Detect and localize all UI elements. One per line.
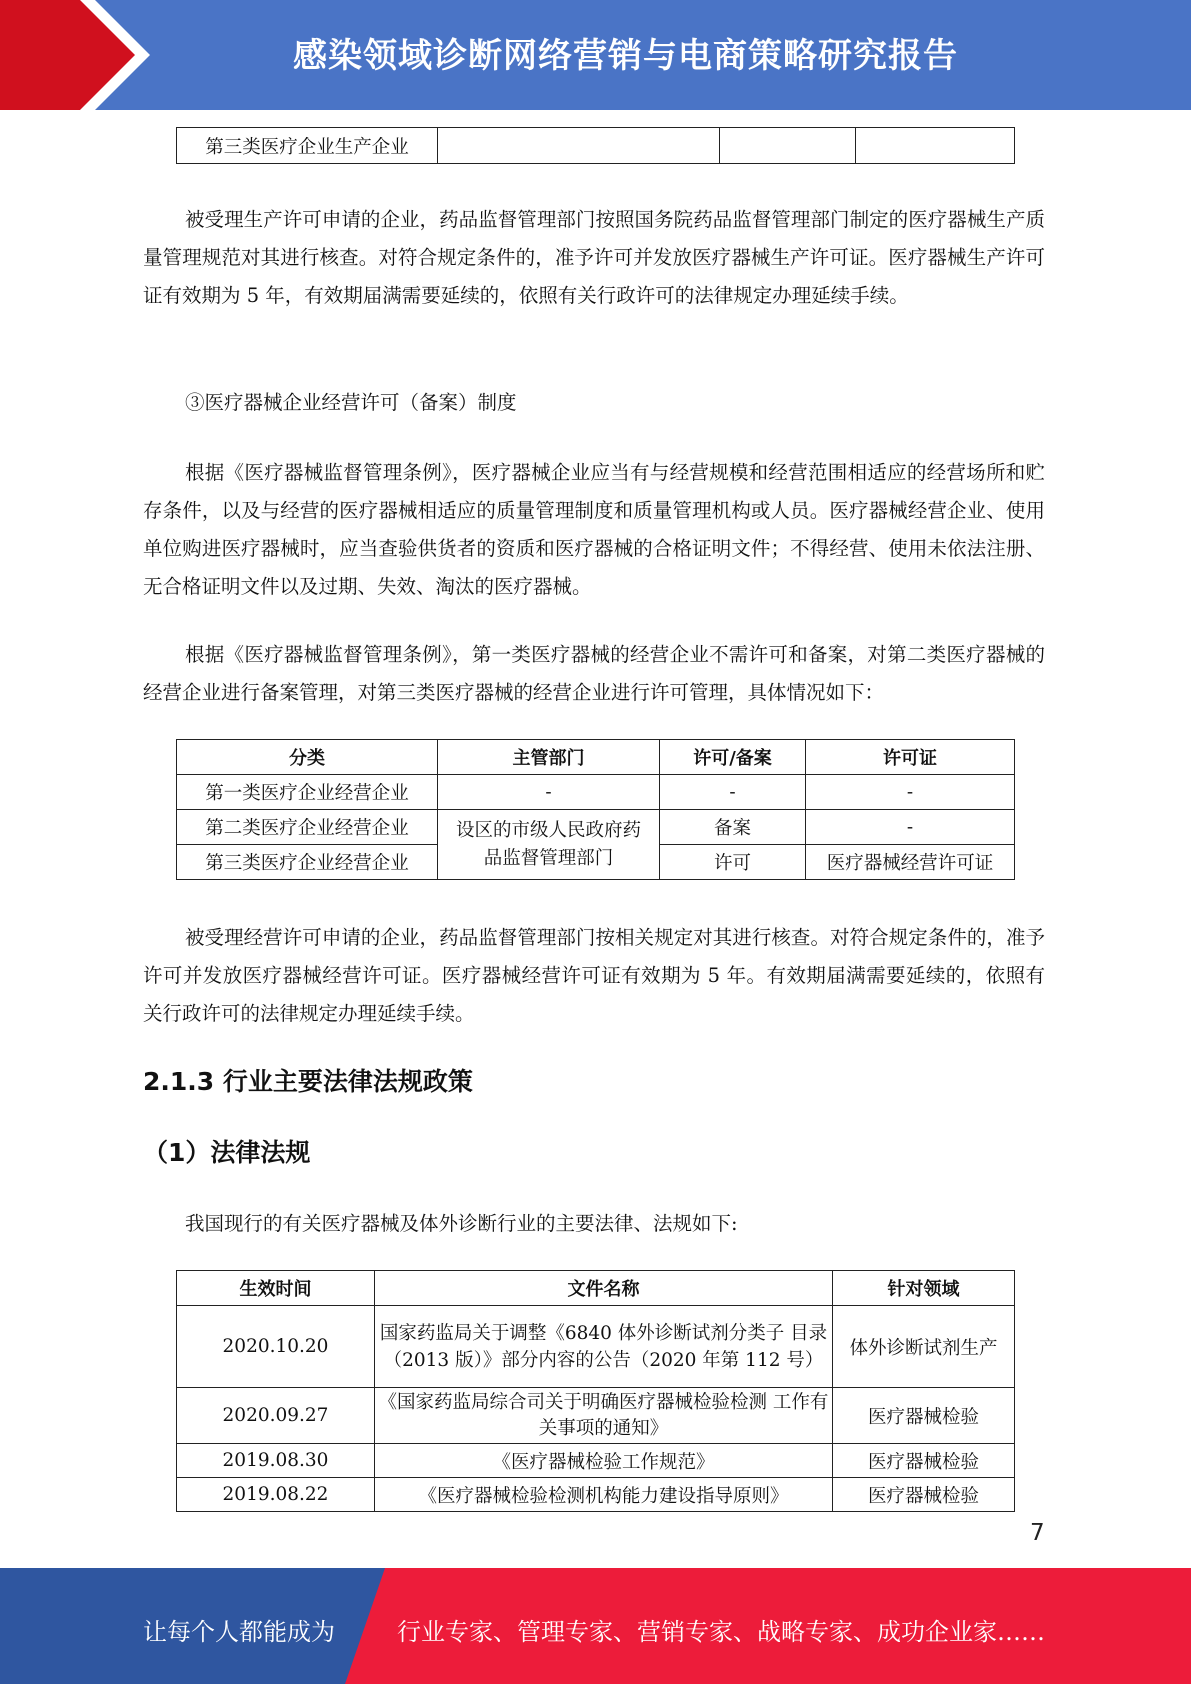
column-header: 针对领域	[833, 1271, 1015, 1306]
paragraph-laws-intro: 我国现行的有关医疗器械及体外诊断行业的主要法律、法规如下:	[185, 1212, 738, 1235]
table-cell: 医疗器械检验	[833, 1388, 1015, 1444]
table-row	[177, 775, 1015, 810]
table-cell: 备案	[660, 810, 806, 845]
table-cell: 医疗器械经营许可证	[806, 845, 1015, 880]
paragraph-production-review: 被受理生产许可申请的企业，药品监督管理部门按照国务院药品监督管理部门制定的医疗器械生产质量管理规范对其进行核查。对符合规定条件的，准予许可并发放医疗器械生产许可证。医疗器械生产许可证有效期为 5 年，有效期届满需要延续的，依照有关行政许可的法律规定办理延续手续。	[143, 208, 1045, 307]
table-cell: -	[660, 775, 806, 810]
table-cell: 医疗器械检验	[833, 1444, 1015, 1478]
subsection-heading: （1）法律法规	[143, 1138, 311, 1167]
table-cell: -	[806, 810, 1015, 845]
table-cell: 《医疗器械检验检测机构能力建设指导原则》	[375, 1478, 833, 1512]
operation-license-table	[176, 739, 1015, 880]
production-table-tail	[176, 127, 1015, 164]
table-cell	[856, 128, 1015, 164]
header-arrow-icon	[0, 0, 160, 110]
table-header-row	[177, 1271, 1015, 1306]
column-header: 文件名称	[375, 1271, 833, 1306]
table-row	[177, 1388, 1015, 1444]
table-cell: 第三类医疗企业经营企业	[177, 845, 438, 880]
table-cell: 2019.08.22	[177, 1478, 375, 1512]
report-title: 感染领域诊断网络营销与电商策略研究报告	[293, 36, 958, 76]
paragraph-operation-requirements: 根据《医疗器械监督管理条例》，医疗器械企业应当有与经营规模和经营范围相适应的经营场所和贮存条件，以及与经营的医疗器械相适应的质量管理制度和质量管理机构或人员。医疗器械经营企业、使用单位购进医疗器械时，应当查验供货者的资质和医疗器械的合格证明文件；不得经营、使用未依法注册、无合格证明文件以及过期、失效、淘汰的医疗器械。	[143, 461, 1045, 598]
table-cell: 第三类医疗企业生产企业	[177, 128, 438, 164]
table-row	[177, 1306, 1015, 1388]
page-number: 7	[1030, 1520, 1045, 1546]
table-row	[177, 1444, 1015, 1478]
table-cell: 第二类医疗企业经营企业	[177, 810, 438, 845]
table-row	[177, 810, 1015, 845]
table-cell-merged: 设区的市级人民政府药品监督管理部门	[438, 810, 660, 880]
table-cell: 《国家药监局综合司关于明确医疗器械检验检测 工作有关事项的通知》	[375, 1388, 833, 1444]
table-cell: 国家药监局关于调整《6840 体外诊断试剂分类子 目录（2013 版）》部分内容的公告（2020 年第 112 号）	[375, 1306, 833, 1388]
table-cell: 《医疗器械检验工作规范》	[375, 1444, 833, 1478]
table-cell	[720, 128, 856, 164]
table-cell: -	[438, 775, 660, 810]
table-header-row	[177, 740, 1015, 775]
footer-slogan-right: 行业专家、管理专家、营销专家、战略专家、成功企业家……	[397, 1618, 1045, 1646]
column-header: 分类	[177, 740, 438, 775]
column-header: 许可/备案	[660, 740, 806, 775]
paragraph-operation-classes: 根据《医疗器械监督管理条例》，第一类医疗器械的经营企业不需许可和备案，对第二类医疗器械的经营企业进行备案管理，对第三类医疗器械的经营企业进行许可管理，具体情况如下：	[143, 643, 1045, 704]
table-row	[177, 128, 1015, 164]
section-heading: 2.1.3 行业主要法律法规政策	[143, 1067, 473, 1096]
column-header: 生效时间	[177, 1271, 375, 1306]
table-cell	[438, 128, 720, 164]
paragraph-subheading-operation-license: ③医疗器械企业经营许可（备案）制度	[185, 391, 517, 414]
table-row	[177, 1478, 1015, 1512]
table-cell: -	[806, 775, 1015, 810]
table-cell: 2019.08.30	[177, 1444, 375, 1478]
page-footer	[0, 1568, 1191, 1684]
table-cell: 许可	[660, 845, 806, 880]
table-cell: 2020.10.20	[177, 1306, 375, 1388]
table-cell: 体外诊断试剂生产	[833, 1306, 1015, 1388]
table-cell: 2020.09.27	[177, 1388, 375, 1444]
footer-slogan-left: 让每个人都能成为	[143, 1618, 335, 1646]
table-cell: 医疗器械检验	[833, 1478, 1015, 1512]
paragraph-operation-review: 被受理经营许可申请的企业，药品监督管理部门按相关规定对其进行核查。对符合规定条件的，准予许可并发放医疗器械经营许可证。医疗器械经营许可证有效期为 5 年。有效期届满需要延续的，依照有关行政许可的法律规定办理延续手续。	[143, 926, 1045, 1025]
page-header	[0, 0, 1191, 110]
table-cell: 第一类医疗企业经营企业	[177, 775, 438, 810]
column-header: 主管部门	[438, 740, 660, 775]
laws-table	[176, 1270, 1015, 1512]
column-header: 许可证	[806, 740, 1015, 775]
